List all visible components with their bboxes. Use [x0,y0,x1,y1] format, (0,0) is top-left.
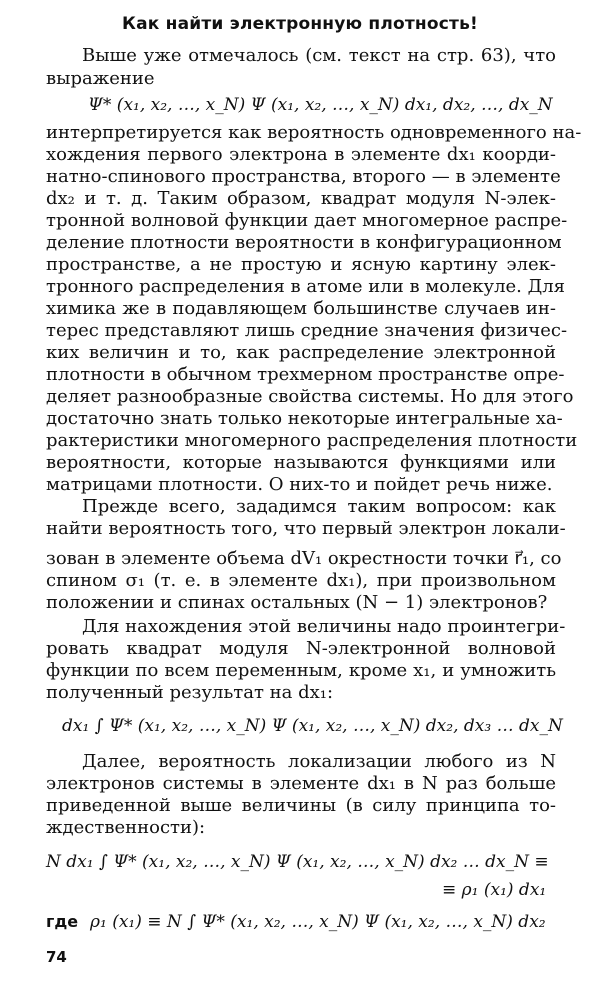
text-line: dx₂ и т. д. Таким образом, квадрат модуля N-элек- [46,188,556,209]
text-line: Прежде всего, зададимся таким вопросом: как [82,496,556,517]
text-line: интерпретируется как вероятность одновременного на- [46,122,582,143]
formula-integral-dx1: dx₁ ∫ Ψ* (x₁, x₂, …, x_N) Ψ (x₁, x₂, …, x_N) dx₂, dx₃ … dx_N [62,716,563,736]
text-line: ких величин и то, как распределение электронной [46,342,556,363]
text-line: приведенной выше величины (в силу принципа то- [46,795,556,816]
text-line: достаточно знать только некоторые интегральные ха- [46,408,563,429]
formula-rho-definition: ≡ ρ₁ (x₁) dx₁ [442,880,547,900]
page-number: 74 [46,948,67,966]
formula-rho: ρ₁ (x₁) ≡ N ∫ Ψ* (x₁, x₂, …, x_N) Ψ (x₁, x₂, …, x_N) dx₂ [90,912,546,932]
text-line: тронного распределения в атоме или в молекуле. Для [46,276,566,297]
text-line: спином σ₁ (т. е. в элементе dx₁), при произвольном [46,570,556,591]
text-line: рактеристики многомерного распределения плотности [46,430,578,451]
text-line: ждественности): [46,817,206,838]
text-line: зован в элементе объема dV₁ окрестности точки r⃗₁, со [46,548,562,569]
text-line: Выше уже отмечалось (см. текст на стр. 63), что [82,45,556,66]
text-line: полученный результат на dx₁: [46,682,334,703]
formula-psi-product: Ψ* (x₁, x₂, …, x_N) Ψ (x₁, x₂, …, x_N) dx₁, dx₂, …, dx_N [88,95,553,115]
text-line: функции по всем переменным, кроме x₁, и умножить [46,660,556,681]
text-line: химика же в подавляющем большинстве случаев ин- [46,298,556,319]
text-line: выражение [46,68,155,89]
text-line: вероятности, которые называются функциями или [46,452,556,473]
text-line: матрицами плотности. О них-то и пойдет речь ниже. [46,474,553,495]
text-line: хождения первого электрона в элементе dx₁ коорди- [46,144,556,165]
text-line: терес представляют лишь средние значения физичес- [46,320,568,341]
section-title: Как найти электронную плотность! [122,14,478,34]
text-line: деление плотности вероятности в конфигурационном [46,232,562,253]
formula-label-where: где [46,912,79,931]
text-line: электронов системы в элементе dx₁ в N раз больше [46,773,556,794]
text-line: натно-спинового пространства, второго — в элементе [46,166,561,187]
text-line: тронной волновой функции дает многомерное распре- [46,210,568,231]
text-line: пространстве, а не простую и ясную картину элек- [46,254,556,275]
formula-n-integral: N dx₁ ∫ Ψ* (x₁, x₂, …, x_N) Ψ (x₁, x₂, …, x_N) dx₂ … dx_N ≡ [46,852,549,872]
text-line: деляет разнообразные свойства системы. Но для этого [46,386,574,407]
text-line: ровать квадрат модуля N-электронной волновой [46,638,556,659]
text-line: найти вероятность того, что первый электрон локали- [46,518,566,539]
text-line: Для нахождения этой величины надо проинтегри- [82,616,566,637]
text-line: положении и спинах остальных (N − 1) электронов? [46,592,548,613]
text-line: плотности в обычном трехмерном пространстве опре- [46,364,565,385]
text-line: Далее, вероятность локализации любого из N [82,751,556,772]
